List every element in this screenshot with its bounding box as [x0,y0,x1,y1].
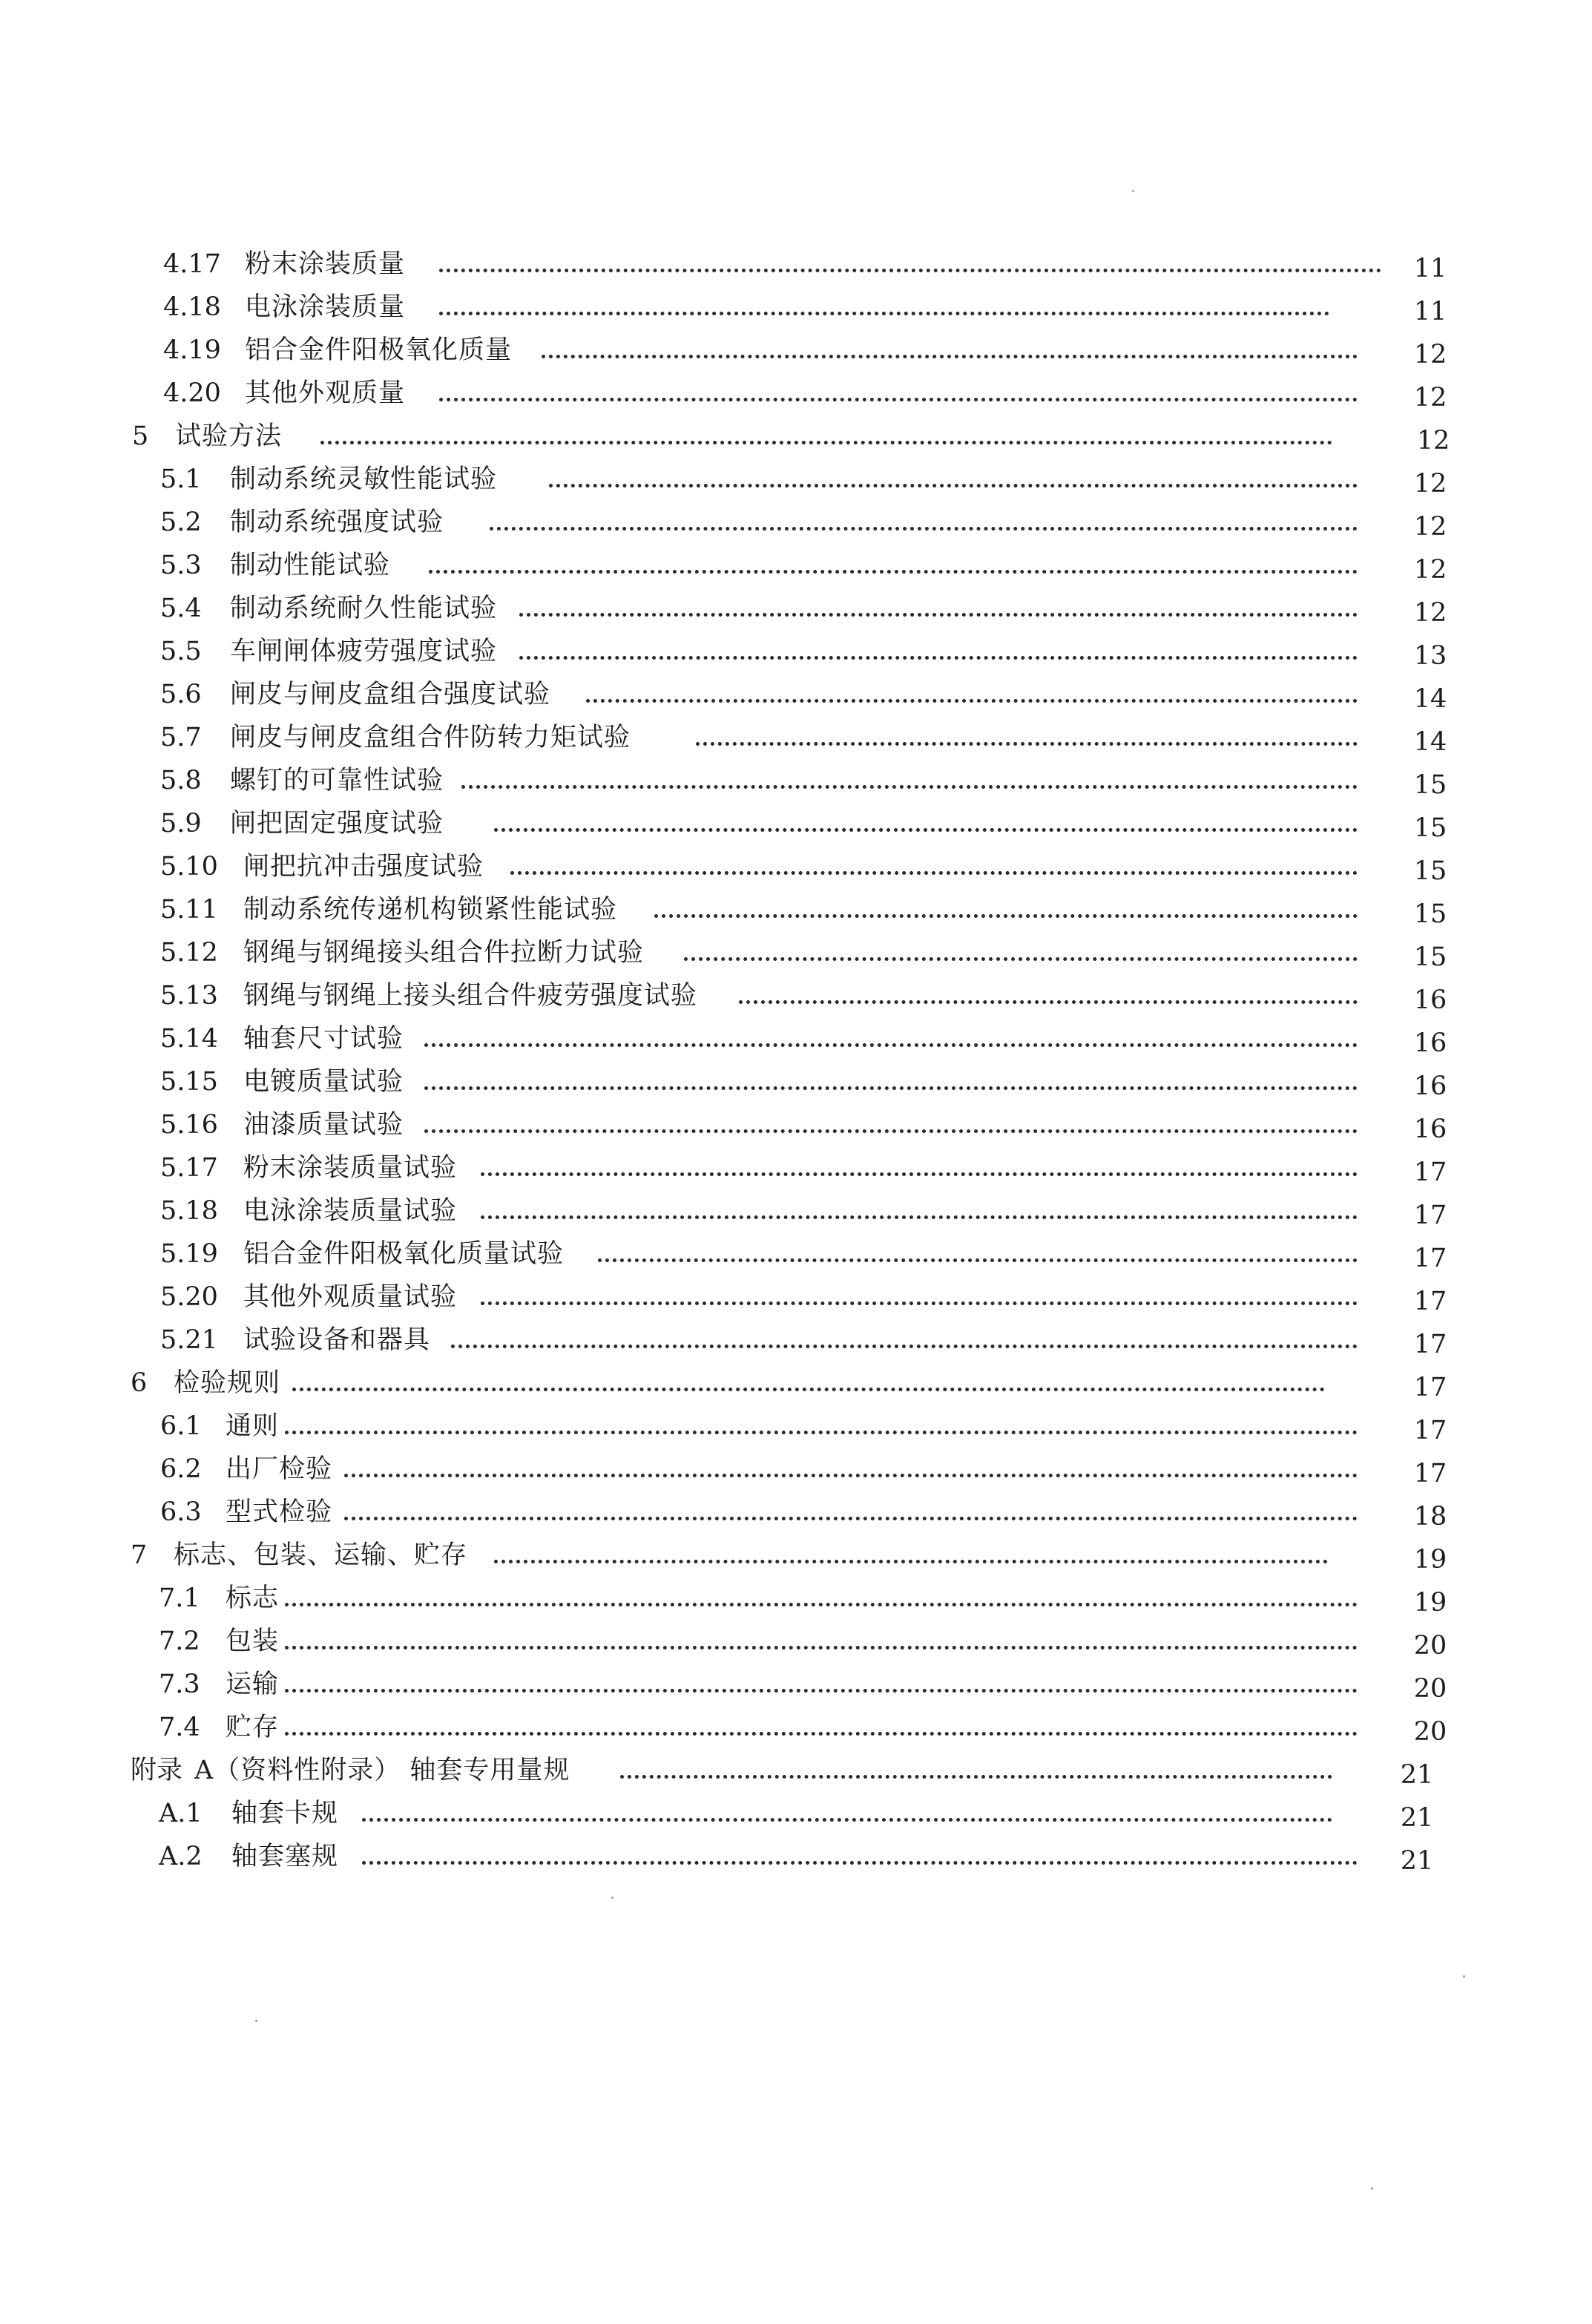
section-number: 5.20 [160,1282,218,1312]
dot-leader [424,1129,1358,1133]
page-number: 15 [1413,856,1447,886]
page-number: 17 [1413,1373,1447,1402]
section-number: 5.15 [160,1067,218,1097]
toc-entry [0,932,1592,974]
toc-entry [0,416,1592,457]
section-number: 5.10 [160,852,218,882]
toc-entry [0,459,1592,500]
section-title: 制动系统耐久性能试验 [230,594,498,623]
dot-leader [362,1861,1358,1865]
section-number: 4.17 [163,249,221,279]
page-number: 21 [1400,1846,1434,1876]
section-title: 检验规则 [174,1368,281,1398]
section-title: 制动性能试验 [230,551,391,580]
dot-leader [451,1345,1358,1348]
section-number: 5.12 [160,938,218,968]
dot-leader [285,1431,1358,1434]
page-number: 20 [1413,1631,1447,1661]
page-number: 19 [1413,1588,1447,1618]
section-title: 试验方法 [175,421,283,451]
dot-leader [654,914,1358,918]
dot-leader [549,484,1358,488]
page-number: 21 [1400,1760,1434,1790]
dot-leader [424,1086,1358,1090]
dot-leader [481,1215,1358,1219]
section-title: 螺钉的可靠性试验 [230,766,444,795]
section-title: 通则 [226,1411,280,1441]
section-title: 车闸闸体疲劳强度试验 [230,637,498,666]
section-title: 贮存 [226,1713,280,1742]
section-number: 6.2 [160,1454,202,1484]
page-number: 15 [1413,942,1447,972]
toc-entry [0,502,1592,543]
dot-leader [292,1388,1325,1391]
toc-entry [0,1018,1592,1060]
toc-entry [0,1793,1592,1834]
page-number: 17 [1413,1330,1447,1359]
toc-entry [0,545,1592,586]
toc-entry [0,803,1592,844]
section-number: 5.9 [160,809,202,838]
section-title: 油漆质量试验 [243,1110,404,1140]
dot-leader [494,1560,1328,1563]
page-number: 12 [1413,383,1447,413]
dot-leader [362,1818,1332,1822]
page-number: 20 [1413,1674,1447,1704]
dot-leader [519,613,1358,617]
section-title: 标志、包装、运输、贮存 [174,1540,468,1570]
toc-entry [0,1448,1592,1490]
dot-leader [439,398,1358,401]
toc-entry [0,1836,1592,1877]
page-number: 16 [1413,985,1447,1015]
section-number: 5.5 [160,637,202,666]
section-number: 5.6 [160,680,202,709]
toc-entry [0,286,1592,328]
section-title: 粉末涂装质量试验 [243,1153,458,1183]
section-number: 5.8 [160,766,202,795]
section-number: 5.18 [160,1196,218,1226]
section-title: 型式检验 [226,1497,333,1527]
dot-leader [344,1474,1358,1477]
dot-leader [429,570,1358,574]
page-number: 19 [1413,1545,1447,1575]
section-number: 4.19 [163,335,221,365]
section-number: 5.21 [160,1325,218,1355]
toc-entry [0,1664,1592,1705]
section-title: 电泳涂装质量 [245,292,406,322]
section-number: 5.7 [160,723,202,752]
toc-entry [0,975,1592,1017]
section-number: 7.2 [159,1627,200,1656]
section-title: 轴套卡规 [231,1799,339,1828]
section-title: 轴套尺寸试验 [243,1024,404,1054]
page-number: 11 [1413,254,1447,283]
dot-leader [586,699,1358,703]
page-number: 17 [1413,1287,1447,1316]
section-number: 5.11 [160,895,218,925]
page-number: 16 [1413,1071,1447,1101]
page-number: 14 [1413,684,1447,714]
section-title: 铝合金件阳极氧化质量试验 [243,1239,565,1269]
section-title: 其他外观质量 [245,378,406,408]
toc-entry [0,1491,1592,1533]
section-number: 7.1 [159,1583,200,1613]
toc-entry [0,372,1592,414]
section-title: 电镀质量试验 [243,1067,404,1097]
toc-entry [0,1233,1592,1275]
section-number: 5.1 [160,465,202,494]
page-number: 15 [1413,770,1447,800]
section-number: 5.16 [160,1110,218,1140]
section-number: 5.4 [160,594,202,623]
section-title: 运输 [226,1670,280,1699]
section-number: 4.20 [163,378,221,408]
section-title: 铝合金件阳极氧化质量 [245,335,513,365]
page-number: 12 [1413,340,1447,370]
dot-leader [519,656,1358,660]
dot-leader [285,1646,1358,1650]
dot-leader [285,1603,1358,1606]
section-title: 钢绳与钢绳接头组合件拉断力试验 [243,938,645,968]
scan-speck [1371,2187,1373,2190]
page-number: 15 [1413,813,1447,843]
dot-leader [696,742,1358,746]
page-number: 16 [1413,1115,1447,1144]
toc-entry [0,1621,1592,1662]
toc-entry [0,1319,1592,1361]
toc-entry [0,846,1592,887]
dot-leader [439,269,1381,272]
toc-entry [0,1750,1592,1791]
page-number: 17 [1413,1244,1447,1273]
section-number: 7.3 [159,1670,200,1699]
section-number: 附录 [131,1756,183,1785]
dot-leader [542,355,1358,358]
dot-leader [344,1517,1358,1520]
page-number: 18 [1413,1502,1447,1532]
page-number: 12 [1416,426,1450,456]
dot-leader [285,1689,1358,1693]
toc-entry [0,1707,1592,1748]
toc-entry [0,1534,1592,1576]
dot-leader [598,1258,1358,1262]
dot-leader [461,785,1358,789]
toc-entry [0,1405,1592,1447]
section-title: 制动系统灵敏性能试验 [230,465,498,494]
dot-leader [494,828,1358,832]
page-number: 11 [1413,297,1447,326]
toc-entry [0,674,1592,715]
section-number: 6.1 [160,1411,202,1441]
toc-entry [0,1276,1592,1318]
section-title: 其他外观质量试验 [243,1282,458,1312]
scan-speck [611,1897,614,1899]
section-number: 5 [132,421,149,451]
dot-leader [424,1043,1358,1047]
dot-leader [510,871,1358,875]
section-title: 闸皮与闸皮盒组合强度试验 [230,680,551,709]
section-title: 闸把固定强度试验 [230,809,444,838]
page-number: 16 [1413,1028,1447,1058]
section-number: 6.3 [160,1497,202,1527]
page-number: 17 [1413,1201,1447,1230]
scan-speck [1132,190,1134,192]
page-number: 20 [1413,1717,1447,1747]
section-title: 出厂检验 [226,1454,333,1484]
toc-entry [0,243,1592,285]
toc-entry [0,329,1592,371]
dot-leader [490,527,1358,531]
dot-leader [285,1732,1358,1736]
section-title: 轴套塞规 [231,1842,339,1871]
toc-entry [0,1104,1592,1146]
section-title: 粉末涂装质量 [245,249,406,279]
section-title: 钢绳与钢绳上接头组合件疲劳强度试验 [243,981,698,1011]
section-title: 闸把抗冲击强度试验 [243,852,484,882]
section-title: 电泳涂装质量试验 [243,1196,458,1226]
page-number: 13 [1413,641,1447,671]
dot-leader [481,1172,1358,1176]
dot-leader [439,312,1329,315]
section-number: 4.18 [163,292,221,322]
section-title: 试验设备和器具 [243,1325,431,1355]
page-number: 21 [1400,1803,1434,1833]
toc-entry [0,631,1592,672]
scan-speck [255,2020,257,2022]
dot-leader [320,441,1332,444]
section-number: 6 [131,1368,148,1398]
section-number: A.1 [159,1799,203,1828]
section-number: 5.17 [160,1153,218,1183]
section-title: A（资料性附录） 轴套专用量规 [194,1756,570,1785]
dot-leader [684,957,1358,961]
section-title: 闸皮与闸皮盒组合件防转力矩试验 [230,723,631,752]
page-number: 12 [1413,555,1447,585]
dot-leader [481,1301,1358,1305]
section-number: 5.14 [160,1024,218,1054]
page-number: 17 [1413,1158,1447,1187]
section-number: 5.3 [160,551,202,580]
page-number: 12 [1413,512,1447,542]
toc-entry [0,1190,1592,1232]
dot-leader [620,1775,1332,1779]
toc-entry [0,588,1592,629]
page-number: 14 [1413,727,1447,757]
section-number: 5.13 [160,981,218,1011]
section-title: 标志 [226,1583,280,1613]
toc-entry [0,760,1592,801]
section-title: 制动系统传递机构锁紧性能试验 [243,895,618,925]
toc-entry [0,1362,1592,1404]
toc-entry [0,1147,1592,1189]
page-number: 12 [1413,469,1447,499]
page-number: 12 [1413,598,1447,628]
section-number: 5.2 [160,508,202,537]
section-number: 5.19 [160,1239,218,1269]
toc-entry [0,1578,1592,1619]
dot-leader [739,1000,1358,1004]
section-number: A.2 [159,1842,203,1871]
page-number: 17 [1413,1416,1447,1445]
section-number: 7.4 [159,1713,200,1742]
scan-speck [1463,1975,1465,1977]
section-number: 7 [131,1540,148,1570]
page-number: 15 [1413,899,1447,929]
section-title: 制动系统强度试验 [230,508,444,537]
toc-entry [0,1061,1592,1103]
page-number: 17 [1413,1459,1447,1488]
section-title: 包装 [226,1627,280,1656]
toc-entry [0,717,1592,758]
toc-entry [0,889,1592,930]
